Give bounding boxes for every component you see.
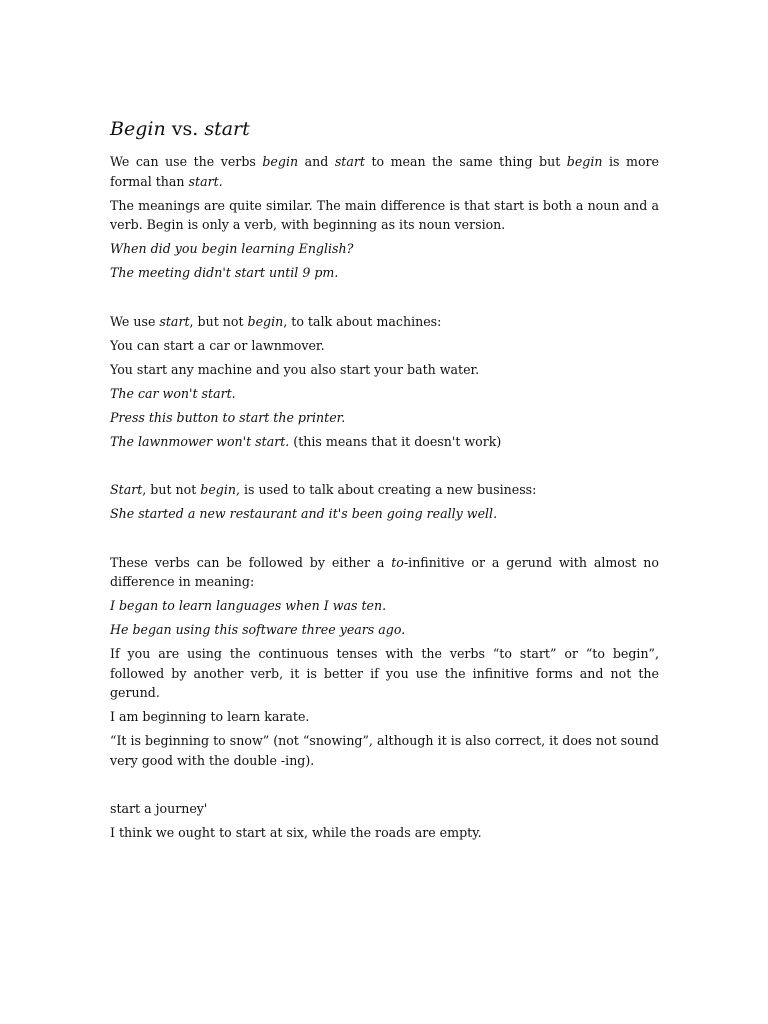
example-text: The lawnmower won't start. <box>110 433 290 449</box>
intro-text-a: We can use the verbs <box>110 154 263 169</box>
machines-begin: begin <box>247 313 284 329</box>
example-sentence <box>110 596 659 616</box>
title-start: start <box>204 118 250 140</box>
example-sentence <box>110 432 659 452</box>
example-sentence <box>110 620 659 640</box>
intro-start: start <box>334 154 365 169</box>
intro-paragraph <box>110 152 659 191</box>
example-sentence <box>110 384 659 404</box>
business-paragraph <box>110 480 659 500</box>
document-page <box>110 116 659 843</box>
business-text-b: , is used to talk about creating a new business: <box>236 482 537 497</box>
machines-line: You start any machine and you also start your bath water. <box>110 361 480 377</box>
meanings-paragraph: The meanings are quite similar. The main difference is that start is both a noun and a verb. Begin is only a verb, with beginning as its noun version. <box>110 197 659 232</box>
business-start: Start <box>110 482 143 497</box>
infinitive-paragraph <box>110 553 659 592</box>
example-text: She started a new restaurant and it's been going really well. <box>110 506 498 521</box>
intro-text-d: is more formal than <box>110 154 660 189</box>
title-begin: Begin <box>110 118 166 140</box>
continuous-example: “It is beginning to snow” (not “snowing”, although it is also correct, it does not sound very good with the double -ing). <box>110 733 659 768</box>
business-text-a: , but not <box>142 482 201 497</box>
example-text: I began to learn languages when I was ten. <box>110 598 387 613</box>
example-text: He began using this software three years ago. <box>110 622 406 637</box>
intro-begin-2: begin <box>566 154 603 169</box>
journey-heading: start a journey' <box>110 801 208 816</box>
intro-text-c: to mean the same thing but <box>364 154 567 169</box>
example-text: The meeting didn't start until 9 pm. <box>110 265 339 280</box>
infinitive-text-b: -infinitive or a gerund with almost no difference in meaning: <box>110 554 659 589</box>
infinitive-text-a: These verbs can be followed by either a <box>110 554 392 570</box>
example-sentence <box>110 263 659 283</box>
machines-text-c: , to talk about machines: <box>283 313 442 329</box>
journey-example: I think we ought to start at six, while the roads are empty. <box>110 825 482 840</box>
title-vs: vs. <box>171 118 199 140</box>
intro-text-b: and <box>298 154 335 169</box>
machines-text-b: , but not <box>189 313 248 329</box>
machines-text-a: We use <box>110 313 160 329</box>
example-sentence <box>110 504 659 524</box>
infinitive-to: to <box>391 554 404 570</box>
machines-start: start <box>159 313 190 329</box>
intro-start-2: start. <box>188 173 223 189</box>
example-note: (this means that it doesn't work) <box>289 433 502 449</box>
example-sentence <box>110 408 659 428</box>
page-title <box>110 116 659 142</box>
machines-paragraph <box>110 312 659 332</box>
intro-begin: begin <box>262 154 299 169</box>
machines-line: You can start a car or lawnmover. <box>110 337 325 353</box>
example-text: The car won't start. <box>110 385 236 401</box>
example-sentence <box>110 239 659 259</box>
example-text: Press this button to start the printer. <box>110 409 346 425</box>
continuous-paragraph: If you are using the continuous tenses with the verbs “to start” or “to begin”, followed by another verb, it is better if you use the infinitive forms and not the gerund. <box>110 646 659 700</box>
business-begin: begin <box>200 482 237 497</box>
continuous-example: I am beginning to learn karate. <box>110 709 310 724</box>
example-text: When did you begin learning English? <box>110 241 354 256</box>
